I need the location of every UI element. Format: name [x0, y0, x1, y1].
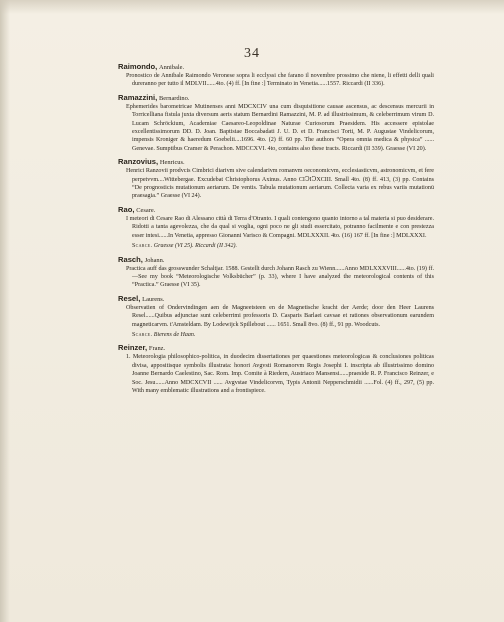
author-surname: Resel,	[118, 293, 141, 303]
page-number: 34	[244, 46, 260, 61]
author-surname: Ranzovius,	[118, 157, 159, 167]
author-forename: Bernardino.	[159, 94, 190, 102]
entry-note	[132, 331, 434, 339]
author-forename: Henricus.	[159, 159, 185, 167]
author-forename: Laurens.	[142, 295, 165, 303]
entry-heading	[118, 62, 434, 72]
bibliography-list	[118, 62, 434, 399]
author-surname: Ramazzini,	[118, 92, 158, 102]
entry-text: Pronostico de Annibale Raimondo Veronese sopra li ecclyssi che farano il novembre prossimo che niene, li effetti delli quali dureranno per tutto il MDLVII......4to. (4) ff. [In fine :] Terminato in Venetia......1557. Riccardi (II 336).	[126, 73, 434, 88]
author-surname: Rasch,	[118, 254, 143, 264]
entry-heading	[118, 343, 434, 353]
author-forename: Cesare.	[136, 206, 156, 214]
author-surname: Rao,	[118, 204, 135, 214]
entry-raimondo	[118, 62, 434, 89]
entry-rasch	[118, 255, 434, 290]
entry-text: Observatien of Ondervindingen aen de Magneetsteen en de Magnetische kracht der Aerde; door den Heer Laurens Resel......Quibus adjunctae sunt celeberrimi professoris D. Casparis Barlaei cavsae et rationes observationum earundem magneticarvm. t'Amsteldam. By Lodewijck Spillebout ...... 1651. Small 8vo. (8) ff., 91 pp. Woodcuts.	[126, 304, 434, 328]
page-top-shadow	[0, 0, 504, 14]
entry-heading	[118, 255, 434, 265]
entry-text: I meteori di Cesare Rao di Alessano città di Terra d'Otranto. I quali contengono quanto intorno a tal materia si puo desiderare. Ridotti a tanta agevolezza, che da qual si voglia, ogni poco ne gli studi essercitato, potranno facilmente e con prestezza esser intesi......In Venetia, appresso Gionanni Varisco & Compagni. MDLXXXII. 4to. (16) 167 ff. [In fine :] MDLXXXI.	[126, 215, 434, 239]
entry-heading	[118, 157, 434, 167]
entry-ramazzini	[118, 93, 434, 153]
entry-heading	[118, 294, 434, 304]
page-left-shadow	[0, 0, 10, 622]
author-forename: Johann.	[144, 256, 165, 264]
note-reference: Graesse (VI 25). Riccardi (II 342).	[153, 243, 238, 250]
entry-rao	[118, 205, 434, 251]
author-surname: Raimondo,	[118, 62, 158, 71]
note-reference: Bierens de Haan.	[153, 331, 196, 338]
entry-heading	[118, 205, 434, 215]
author-surname: Reinzer,	[118, 343, 148, 353]
author-forename: Annibale.	[159, 64, 185, 71]
note-label: Scarce.	[132, 331, 153, 338]
entry-text: Ephemerides barometricae Mutinenses anni MDCXCIV una cum disquisitione causae ascensus, ac descensus mercurii in Torricelliana fistula juxta diversum aeris statum Bernardini Ramazzini, M. P. ad illustrissimum, & celeberrimum virum D. Lucam Schröckium, Academiae Caesareo-Leopoldinae Naturae Curiosorum Praesidem. His accessere epistolae excellentissimorum DD. D. Joan. Baptistae Boccabadati J. U. D. et D. Francisci Torti, M. P. Augustae Vindelicorum, impensis Kroniger & haeredum Goebelii....1696. 4to. (2) ff. 60 pp. The authors “Opera omnia medica & physica” ...... Genevae. Sumptibus Cramer & Perachon. MDCCXVI. 4to, contains also these tracts. Riccardi (II 339). Graesse (VI 20).	[126, 103, 434, 152]
entry-ranzovius	[118, 157, 434, 201]
entry-note	[132, 242, 434, 250]
entry-reinzer	[118, 343, 434, 395]
entry-heading	[118, 93, 434, 103]
note-label: Scarce.	[132, 243, 153, 250]
entry-text: Henrici Ranzovii prodvcis Cimbrici diarivm sive calendarivm romanvm oeconomicvm, ecclesiasticvm, astronomicvm, et fere perpetvvm....Wittebergae. Excudebat Christophorus Axinus. Anno CIↃIↃXCIII. Small 4to. (8) ff. 413, (3) pp. Contains “De prognosticis mutationum aeriarum. De ventis. Tabula mutationum aeriarum. Collecta varia ex rebus variis mutationū praesagia.” Graesse (VI 24).	[126, 168, 434, 200]
entry-text: 1. Meteorologia philosophico-politica, in duodecim dissertationes per quaestiones meteorologicas & conclusiones politicas divisa, appositisque symbolis illustrata: honori Avgvsti Romanorvm Regis Josephi I. inscripta ab illustrissimo domino Joanne Bernardo Caelestino, Sac. Rom. Imp. Comite à Riedern, Austriaco Mansensi......praeside R. P. Francisco Reinzer, e Soc. Jesu......Anno MDCXCVII ...... Avgvstae Vindelicorvm, Typis Antonii Nepperschmidii ......Fol. (4) ff., 297, (5) pp. With many emblematic illustrations and a frontispiece.	[126, 354, 434, 394]
entry-resel	[118, 294, 434, 340]
entry-text: Practica auff das grosswunder Schaltjar. 1588. Gestellt durch Johann Rasch zu Wienn......Anno MDLXXXVIII......4to. (19) ff.—See my book “Meteorologische Volksbücher” (p. 33), where I have analyzed the meteorological contents of this “Practica.” Graesse (VI 35).	[126, 265, 434, 289]
author-forename: Franz.	[148, 345, 166, 353]
